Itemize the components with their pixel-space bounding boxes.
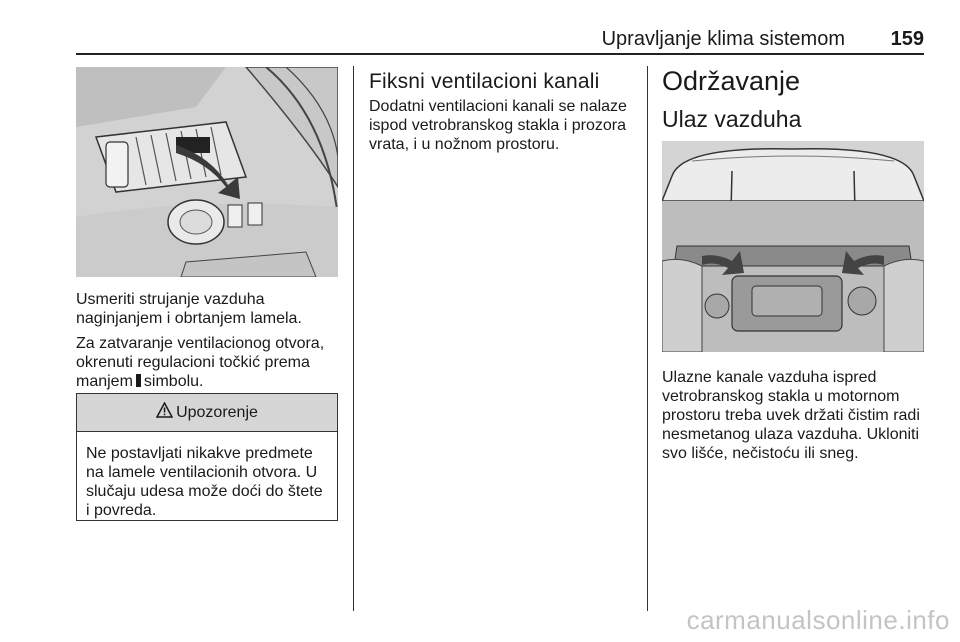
column-divider-1: [353, 66, 354, 611]
page-header-title: Upravljanje klima sistemom: [601, 28, 845, 50]
watermark: carmanualsonline.info: [686, 605, 950, 635]
header-rule: [76, 53, 924, 55]
col2-para: Dodatni ventilacioni kanali se nalaze ispod vetrobranskog stakla i prozora vrata, i u nožnom prostoru.: [369, 98, 627, 153]
col3-para: Ulazne kanale vazduha ispred vetrobranskog stakla u motornom prostoru treba uvek držati čistim radi nesmetanog ulaza vazduha. Ukloniti svo lišće, nečistoću ili sneg.: [662, 369, 920, 462]
col1-para1: Usmeriti strujanje vazduha naginjanjem i obrtanjem lamela.: [76, 291, 302, 327]
page-number: 159: [890, 28, 924, 50]
engine-bay-illustration: [662, 141, 924, 352]
col1-para2-end: simbolu.: [143, 373, 204, 390]
warning-body: Ne postavljati nikakve predmete na lamele ventilacionih otvora. U slučaju udesa može doći do štete i povreda.: [86, 445, 323, 519]
vent-illustration: [76, 67, 338, 277]
warning-title: Upozorenje: [176, 403, 258, 421]
col1-para2-text: Za zatvaranje ventilacionog otvora, okrenuti regulacioni točkić prema manjem: [76, 335, 325, 390]
warning-header: [77, 394, 337, 432]
vent-closed-symbol-icon: [136, 374, 141, 387]
warning-box: [76, 393, 338, 521]
col3-heading: Održavanje: [662, 66, 801, 96]
warning-triangle-icon: [156, 402, 173, 423]
col1-para2: [76, 334, 341, 391]
column-divider-2: [647, 66, 648, 611]
col2-heading: Fiksni ventilacioni kanali: [369, 70, 600, 93]
col3-subheading: Ulaz vazduha: [662, 106, 802, 132]
